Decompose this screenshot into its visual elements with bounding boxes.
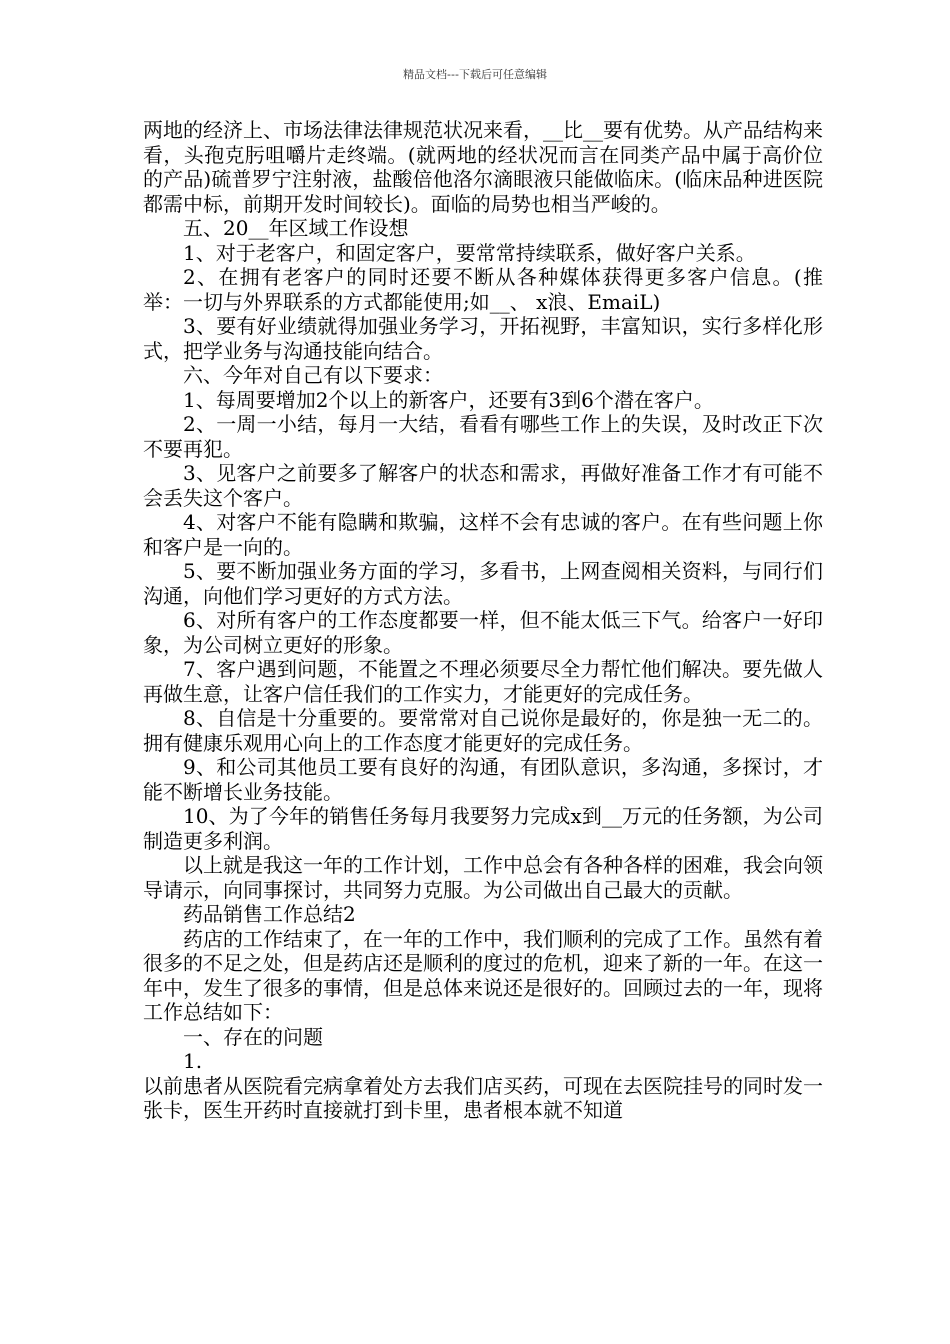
list-item: 3、见客户之前要多了解客户的状态和需求，再做好准备工作才有可能不会丢失这个客户。	[143, 461, 823, 510]
paragraph-1: 两地的经济上、市场法律法律规范状况来看，__比__要有优势。从产品结构来看，头孢克肟咀嚼片走终端。(就两地的经状况而言在同类产品中属于高价位的产品)硫普罗宁注射液，盐酸倍他洛尔滴眼液只能做临床。(临床品种进医院都需中标，前期开发时间较长)。面临的局势也相当严峻的。	[143, 118, 823, 216]
document-body	[143, 118, 823, 1123]
list-item: 6、对所有客户的工作态度都要一样，但不能太低三下气。给客户一好印象，为公司树立更好的形象。	[143, 608, 823, 657]
list-item: 4、对客户不能有隐瞒和欺骗，这样不会有忠诚的客户。在有些问题上你和客户是一向的。	[143, 510, 823, 559]
closing-paragraph: 以上就是我这一年的工作计划，工作中总会有各种各样的困难，我会向领导请示，向同事探讨，共同努力克服。为公司做出自己最大的贡献。	[143, 853, 823, 902]
list-item: 9、和公司其他员工要有良好的沟通，有团队意识，多沟通，多探讨，才能不断增长业务技能。	[143, 755, 823, 804]
list-item: 10、为了今年的销售任务每月我要努力完成x到__万元的任务额，为公司制造更多利润。	[143, 804, 823, 853]
list-item: 2、一周一小结，每月一大结，看看有哪些工作上的失误，及时改正下次不要再犯。	[143, 412, 823, 461]
section-heading-one: 一、存在的问题	[183, 1024, 323, 1049]
list-item: 8、自信是十分重要的。要常常对自己说你是最好的，你是独一无二的。拥有健康乐观用心向上的工作态度才能更好的完成任务。	[143, 706, 823, 755]
list-item: 7、客户遇到问题，不能置之不理必须要尽全力帮忙他们解决。要先做人再做生意，让客户信任我们的工作实力，才能更好的完成任务。	[143, 657, 823, 706]
list-item: 1、对于老客户，和固定客户，要常常持续联系，做好客户关系。	[183, 240, 756, 265]
intro-paragraph: 药店的工作结束了，在一年的工作中，我们顺利的完成了工作。虽然有着很多的不足之处，但是药店还是顺利的度过的危机，迎来了新的一年。在这一年中，发生了很多的事情，但是总体来说还是很好的。回顾过去的一年，现将工作总结如下：	[143, 926, 823, 1024]
list-item: 3、要有好业绩就得加强业务学习，开拓视野，丰富知识，实行多样化形式，把学业务与沟通技能向结合。	[143, 314, 823, 363]
paragraph-last: 以前患者从医院看完病拿着处方去我们店买药，可现在去医院挂号的同时发一张卡，医生开药时直接就打到卡里，患者根本就不知道	[143, 1073, 823, 1122]
list-item: 5、要不断加强业务方面的学习，多看书，上网查阅相关资料，与同行们沟通，向他们学习更好的方式方法。	[143, 559, 823, 608]
list-item: 1、每周要增加2个以上的新客户，还要有3到6个潜在客户。	[183, 387, 714, 412]
section-heading-five: 五、20__年区域工作设想	[183, 216, 409, 240]
document-title: 药品销售工作总结2	[183, 902, 356, 926]
page-header: 精品文档---下载后可任意编辑	[403, 68, 547, 81]
list-number: 1.	[183, 1049, 203, 1073]
list-item: 2、在拥有老客户的同时还要不断从各种媒体获得更多客户信息。(推举：一切与外界联系的方式都能使用;如__、 x浪、EmaiL)	[143, 265, 823, 314]
section-heading-six: 六、今年对自己有以下要求：	[183, 363, 443, 387]
